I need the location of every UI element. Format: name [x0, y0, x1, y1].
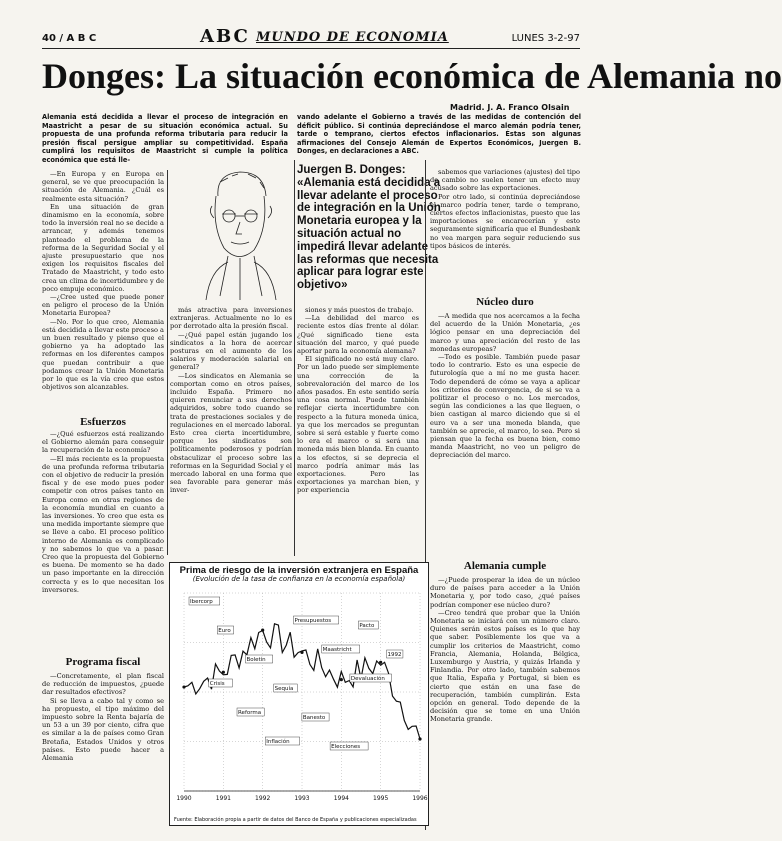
article-headline: Donges: La situación económica de Alemania no: [42, 56, 782, 96]
paragraph: —Creo tendrá que probar que la Unión Monetaria se iniciará con un número claro. Quienes serán estos países es lo que hay que saber. Posiblemente los que va a cumplir los criterios de Maastricht, como Francia, Alemania, Holanda, Bélgica, Luxemburgo y Austria, y quizás Irlanda y Finlandia. Por otro lado, también sabemos que Italia, España y Portugal, si bien es cierto que están en una fase de recuperación, también cumplirán. Esta opción en general. Todo depende de la decisión que se tome en una Unión Monetaria grande.: [430, 608, 580, 724]
x-tick-label: 1990: [176, 795, 192, 802]
paragraph: sabemos que variaciones (ajustes) del tipo de cambio no suelen tener un efecto muy acusado sobre las exportaciones.: [430, 168, 580, 193]
chart-annotation: Banesto: [302, 715, 326, 721]
x-tick-label: 1996: [412, 795, 428, 802]
data-point: [300, 651, 303, 654]
data-point: [222, 671, 225, 674]
chart-annotation: Elecciones: [331, 744, 361, 750]
paragraph: —En Europa y en Europa en general, se ve que preocupación la situación de Alemania. ¿Cuál es realmente esta situación?: [42, 170, 164, 203]
chart-annotation: Euro: [218, 628, 231, 634]
subhead-nucleo-duro: Núcleo duro: [476, 296, 534, 308]
chart-annotation: Pacto: [359, 623, 375, 629]
column-rule: [167, 170, 168, 555]
column-4-bottom: [430, 576, 580, 832]
column-1-bottom: [42, 672, 164, 830]
column-1-middle: [42, 430, 164, 652]
paragraph: —¿Qué papel están jugando los sindicatos a la hora de acercar posturas en el aumento de los salarios y moderación salarial en general?: [170, 330, 292, 372]
chart-annotation: Boletín: [246, 657, 266, 663]
chart-annotation: 1992: [387, 652, 402, 658]
lead-paragraph-left: Alemania está decidida a llevar el proceso de integración en Maastricht a pesar de su situación económica actual. Su propuesta de una profunda reforma tributaria para reducir la presión fiscal persigue ampliar su competitividad. España cumplirá los requisitos de Maastricht si cumple la política económica que está lle-: [42, 113, 288, 164]
chart-title: Prima de riesgo de la inversión extranjera en España: [179, 565, 419, 576]
column-2: [170, 306, 292, 556]
chart-annotation: Sequía: [274, 686, 294, 692]
data-point: [182, 685, 185, 688]
subhead-alemania-cumple: Alemania cumple: [463, 560, 547, 572]
chart-annotation: Inflación: [266, 739, 290, 745]
paragraph: —No. Por lo que creo, Alemania está decidida a llevar este proceso a un buen resultado y pienso que el gobierno ya ha adoptado las reformas en los diferentes campos que puedan contribuir a que podamos crear la Unión Monetaria por lo que es la vía creo que estos objetivos son alcanzables.: [42, 317, 164, 392]
risk-premium-chart: [169, 562, 429, 826]
paragraph: siones y más puestos de trabajo.: [305, 306, 414, 314]
page-number: 40 / A B C: [42, 33, 97, 44]
column-1-top: [42, 170, 164, 422]
x-tick-label: 1992: [255, 795, 271, 802]
pull-quote-name: Juergen B. Donges:: [297, 164, 406, 176]
section-title: MUNDO DE ECONOMIA: [256, 30, 449, 45]
byline: Madrid. J. A. Franco Olsain: [450, 103, 570, 112]
paragraph: más atractiva para inversiones extranjeras. Actualmente no lo es por derrotado alta la presión fiscal.: [170, 306, 292, 331]
column-4-middle: [430, 312, 580, 556]
chart-annotation: Devaluación: [350, 676, 385, 682]
paragraph: El significado no está muy claro. Por un lado puede ser simplemente una corrección de la sobrevaloración del marco de los años pasados. En este sentido sería una cosa normal. Puede también reflejar cierta incertidumbre con respecto a la futura moneda única, ya que los mercados se preguntan sobre si será estable y fuerte como lo era el marco o si será una moneda más bien blanda. En cuanto a los efectos, si se deprecia el marco podría animar más las exportaciones. Pero las exportaciones ya marchan bien, y por experiencia: [297, 355, 419, 495]
paragraph: —Concretamente, el plan fiscal de reducción de impuestos, ¿puede dar resultados efectivos?: [42, 672, 164, 697]
data-point: [261, 629, 264, 632]
x-tick-label: 1993: [294, 795, 310, 802]
paragraph: —¿Qué esfuerzos está realizando el Gobierno alemán para conseguir la recuperación de la economía?: [42, 430, 164, 455]
paragraph: —¿Puede prosperar la idea de un núcleo duro de países para acceder a la Unión Monetaria y, por todo caso, ¿qué países podrían componer ese núcleo duro?: [430, 576, 580, 609]
paragraph: —¿Cree usted que puede poner en peligro el proceso de la Unión Monetaria Europea?: [42, 293, 164, 318]
chart-annotation: Presupuestos: [294, 618, 332, 624]
paragraph: —A medida que nos acercamos a la fecha del acuerdo de la Unión Monetaria, ¿es lógico pensar en una depreciación del marco y una apreciación del resto de las monedas europeas?: [430, 312, 580, 353]
data-point: [379, 661, 382, 664]
portrait-illustration: [198, 166, 284, 300]
paragraph: —La debilidad del marco es reciente estos días frente al dólar. ¿Qué significado tiene esta situación del marco, y qué puede aportar para la economía alemana?: [297, 314, 419, 356]
column-3: [297, 306, 419, 556]
newspaper-logo: ABC: [200, 26, 250, 47]
issue-date: LUNES 3-2-97: [511, 33, 580, 44]
data-point: [418, 737, 421, 740]
chart-annotation: Reforma: [237, 710, 262, 716]
page-header: [42, 26, 580, 49]
lead-paragraph-right: vando adelante el Gobierno a través de las medidas de contención del déficit público. Si continúa depreciándose el marco alemán podría tener, tarde o temprano, ciertos efectos inflacionarios. Éstas son algunas afirmaciones del Consejo Alemán de Expertos Económicos, Juergen B. Donges, en declaraciones a ABC.: [297, 113, 581, 156]
x-tick-label: 1995: [373, 795, 389, 802]
paragraph: Si se lleva a cabo tal y como se ha propuesto, el tipo máximo del impuesto sobre la Renta bajaría de un 53 a un 39 por ciento, cifra que es similar a la de países como Gran Bretaña, Estados Unidos y otros países. Esto puede hacer a Alemania: [42, 696, 164, 763]
paragraph: En una situación de gran dinamismo en la economía, sobre todo la inversión real no se decide a arrancar, y además tenemos planteado el problema de la reforma de la Seguridad Social y el ajuste presupuestario que nos exigen los requisitos fiscales del Tratado de Maastricht, y todo esto crea un clima de incertidumbre y de poco empuje económico.: [42, 202, 164, 293]
pull-quote-text: «Alemania está decidida a llevar adelante el proceso de integración en la Unión Monetaria europea y la situación actual no impedirá llevar adelante las reformas que necesita aplicar para lograr este objetivo»: [297, 176, 441, 292]
x-tick-label: 1994: [333, 795, 349, 802]
column-4-top: [430, 168, 580, 290]
paragraph: —El más reciente es la propuesta de una profunda reforma tributaria con el objetivo de reducir la presión fiscal y de ese modo pues poder competir con otros países tanto en Europa como en otras regiones de la economía mundial en cuanto a las inversiones. Yo creo que esta es una medida importante siempre que se lleve a cabo. El proceso político interno de Alemania es complicado y no sabemos lo que va a pasar. Creo que la propuesta del Gobierno es buena. De momento se ha dado un paso importante en la dirección correcta y es lo que necesitan los inversores.: [42, 454, 164, 594]
paragraph: —Todo es posible. También puede pasar todo lo contrario. Esto es una especie de futurología que a mí no me gusta hacer. Todo dependerá de cómo se vaya a aplicar los criterios de convergencia, de si se va a politizar el proceso o no. Los mercados, según las condiciones a las que lleguen, o bien castigan al marco diciendo que si el euro va a ser una moneda blanda, que también se aprecie, el marco, lo sea. Pero si piensan que la fecha es buena bien, como manda Maastricht, no veo un peligro de depreciación del marco.: [430, 353, 580, 460]
chart-footnote: Fuente: Elaboración propia a partir de datos del Banco de España y publicaciones especializadas: [174, 817, 417, 823]
subhead-programa-fiscal: Programa fiscal: [65, 656, 141, 668]
chart-annotation: Ibercorp: [190, 599, 213, 605]
chart-annotation: Maastricht: [322, 647, 352, 653]
paragraph: —Los sindicatos en Alemania se comportan como en otros países, incluido España. Primero no quieren renunciar a sus derechos adquiridos, sobre todo cuando se trata de prestaciones sociales y de regulaciones en el mercado laboral. Esto crea cierta incertidumbre, porque los sindicatos son políticamente poderosos y podrían obstaculizar el proceso sobre las reformas en la Seguridad Social y el mercado laboral en una forma que sea favorable para generar más inver-: [170, 371, 292, 495]
column-rule: [294, 160, 295, 556]
chart-plot: [170, 585, 428, 815]
subhead-esfuerzos: Esfuerzos: [80, 416, 126, 428]
data-point: [340, 678, 343, 681]
x-tick-label: 1991: [215, 795, 231, 802]
paragraph: Por otro lado, si continúa depreciándose el marco podría tener, tarde o temprano, ciertos efectos inflacionistas, puesto que las importaciones se encarecerían y esto seguramente significaría que el Bundesbank no vea margen para seguir reduciendo sus tipos básicos de interés.: [430, 192, 580, 250]
chart-subtitle: (Evolución de la tasa de confianza en la economía española): [192, 575, 406, 583]
chart-annotation: Crisis: [209, 681, 225, 687]
